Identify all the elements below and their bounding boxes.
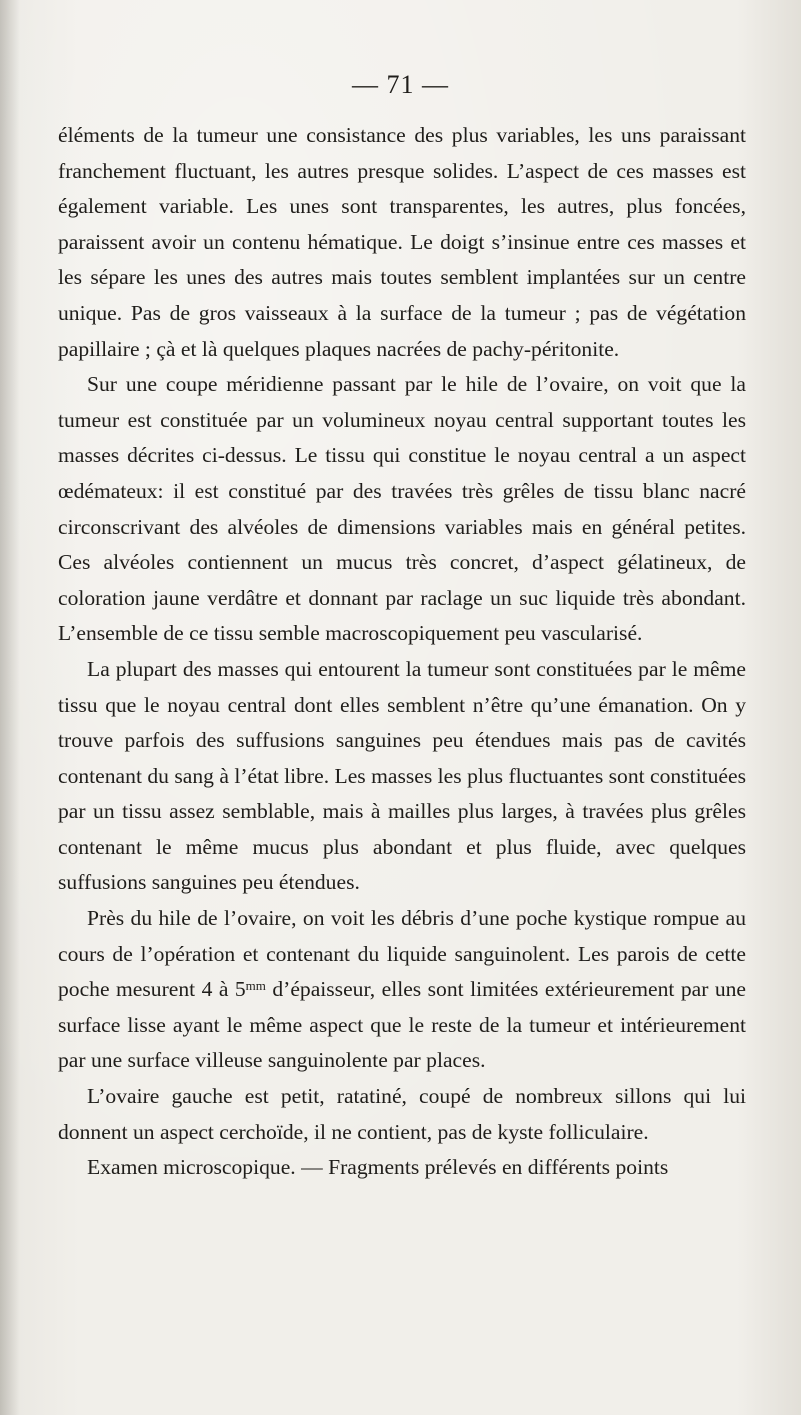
binding-shadow: [0, 0, 20, 1415]
millimeter-unit: mm: [245, 978, 266, 994]
paragraph-3: La plupart des masses qui entourent la tumeur sont constituées par le même tissu que le noyau central dont elles semblent n’être qu’une émanation. On y trouve parfois des suffusions sanguines peu étendues mais pas de cavités contenant du sang à l’état libre. Les masses les plus fluctuantes sont constituées par un tissu assez semblable, mais à mailles plus larges, à travées plus grêles contenant le même mucus plus abondant et plus fluide, avec quelques suffusions sanguines peu étendues.: [58, 656, 746, 895]
paragraph-6: Examen microscopique. — Fragments prélevés en différents points: [87, 1155, 669, 1180]
paragraph-4-text-end: d’épaisseur, elles sont limitées extérieurement par une surface lisse ayant le même aspect que le reste de la tumeur et intérieurement par une surface villeuse sanguinolente par places.: [58, 977, 747, 1073]
body-text: [58, 118, 746, 1186]
page-number: — 71 —: [352, 70, 449, 99]
paragraph-4-text-start: Près du hile de l’ovaire, on voit les débris d’une poche kystique rompue au cours de l’opération et contenant du liquide sanguinolent. Les parois de cette poche mesurent 4 à 5: [58, 906, 746, 1002]
paragraph-4: [58, 901, 746, 1079]
paragraph-5: L’ovaire gauche est petit, ratatiné, coupé de nombreux sillons qui lui donnent un aspect cerchoïde, il ne contient, pas de kyste folliculaire.: [58, 1084, 746, 1144]
paragraph-2: Sur une coupe méridienne passant par le hile de l’ovaire, on voit que la tumeur est constituée par un volumineux noyau central supportant toutes les masses décrites ci-dessus. Le tissu qui constitue le noyau central a un aspect œdémateux: il est constitué par des travées très grêles de tissu blanc nacré circonscrivant des alvéoles de dimensions variables mais en général petites. Ces alvéoles contiennent un mucus très concret, d’aspect gélatineux, de coloration jaune verdâtre et donnant par raclage un suc liquide très abondant. L’ensemble de ce tissu semble macroscopiquement peu vascularisé.: [58, 372, 746, 646]
paragraph-1: éléments de la tumeur une consistance des plus variables, les uns paraissant franchement fluctuant, les autres presque solides. L’aspect de ces masses est également variable. Les unes sont transparentes, les autres, plus foncées, paraissent avoir un contenu hématique. Le doigt s’insinue entre ces masses et les sépare les unes des autres mais toutes semblent implantées sur un centre unique. Pas de gros vaisseaux à la surface de la tumeur ; pas de végétation papillaire ; çà et là quelques plaques nacrées de pachy-péritonite.: [58, 123, 746, 361]
